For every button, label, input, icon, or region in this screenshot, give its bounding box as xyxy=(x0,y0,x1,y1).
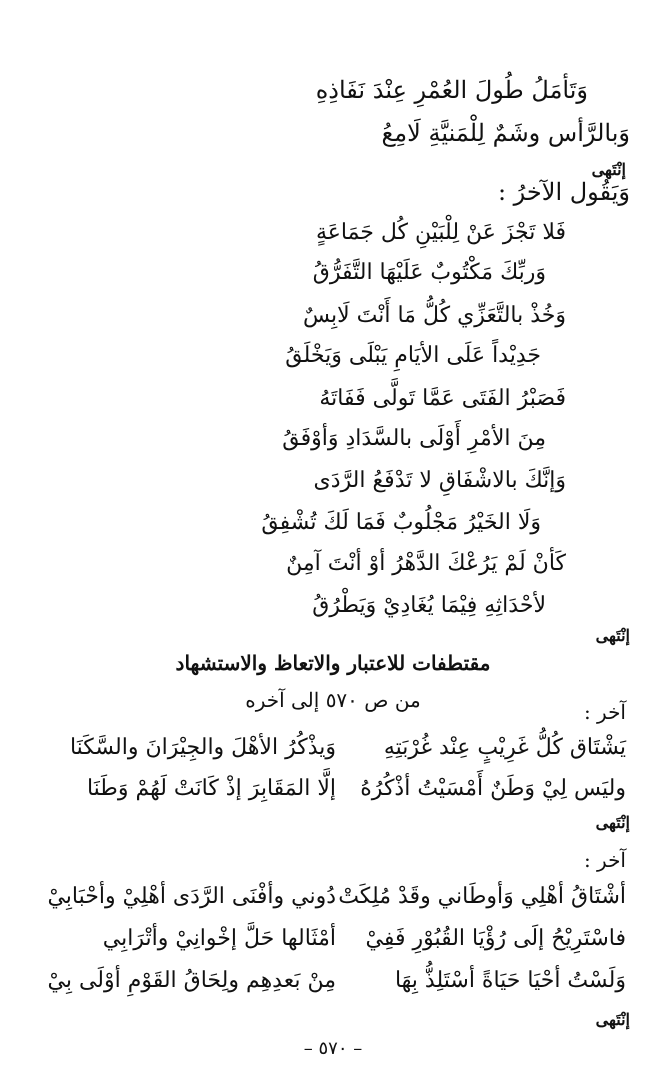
verse-first-half: أشْتَاقُ أهْلِي وَأوطَاني وقَدْ مُلِكَتْ xyxy=(338,884,626,909)
section-label: آخر : xyxy=(583,700,626,724)
verse-first-half: فاسْتَرِيْحُ إلَى رُؤْيَا القُبُوْرِ فَفِيْ xyxy=(365,926,626,951)
section-label: آخر : xyxy=(583,848,626,872)
poem-line: جَدِيْداً عَلَى الأيَامِ يَبْلَى وَيَخْلَقُ xyxy=(285,343,541,368)
end-marker: إنْتَهى xyxy=(591,160,626,179)
end-marker: إنْتَهى xyxy=(595,626,630,645)
poem-line: لأحْدَاثِهِ فِيْمَا يُغَادِيْ وَيَطْرُقُ xyxy=(312,593,546,618)
poem-line: وَلَا الخَيْرُ مَجْلُوبٌ فَمَا لَكَ تُشْفِقُ xyxy=(261,510,541,535)
poem-line: وَإنَّكَ بالاشْفَاقِ لا تَدْفَعُ الرَّدَى xyxy=(313,468,566,493)
poem-line: وَبالرَّأس وشَمٌ لِلْمَنيَّةِ لَامِعُ xyxy=(381,119,630,147)
verse-second-half: أمْثَالها حَلَّ إخْوانِيْ وأتْرَابِي xyxy=(102,926,336,951)
end-marker: إنْتَهى xyxy=(595,813,630,832)
poem-line: وَخُذْ بالتَّعَزِّي كُلُّ مَا أَنْتَ لَابِسٌ xyxy=(302,303,566,328)
verse-first-half: وَلَسْتُ أحْيَا حَيَاةً أسْتَلِذُّ بِهَا xyxy=(394,968,626,993)
poem-line: فَصَبْرُ الفَتَى عَمَّا تَولَّى فَفَاتَهُ xyxy=(319,386,566,411)
verse-first-half: يَشْتَاق كُلُّ غَرِيْبٍ عِنْد غُرْبَتِهِ xyxy=(383,735,626,760)
verse-first-half: وليَس لِيْ وَطَنٌ أَمْسَيْتُ أذْكُرُهُ xyxy=(360,776,626,801)
poem-line: فَلا تَجْزَ عَنْ لِلْبَيْنِ كُل جَمَاعَةٍ xyxy=(315,220,566,245)
poem-line: مِنَ الأمْرِ أَوْلَى بالسَّدَادِ وَأوْفَقُ xyxy=(282,426,546,451)
verse-second-half: إلَّا المَقَابِرَ إذْ كَانَتْ لَهُمْ وَطَنَا xyxy=(86,776,336,801)
end-marker: إنْتَهى xyxy=(595,1010,630,1029)
page-number: – ٥٧٠ – xyxy=(303,1038,363,1059)
source-reference: من ص ٥٧٠ إلى آخره xyxy=(245,688,421,712)
verse-second-half: مِنْ بَعدِهِم ولِحَاقُ القَوْمِ أوْلَى بِيْ xyxy=(47,968,336,993)
poem-line: وَربِّكَ مَكْتُوبٌ عَلَيْهَا التَّفَرُّقُ xyxy=(312,260,546,285)
poem-line: وَتَأمَلُ طُولَ العُمْرِ عِنْدَ نَفَاذِهِ xyxy=(315,76,588,104)
section-heading: مقتطفات للاعتبار والاتعاظ والاستشهاد xyxy=(175,651,491,675)
poem-intro: وَيَقُول الآخرُ : xyxy=(497,178,630,206)
poem-line: كَأنْ لَمْ يَرُعْكَ الدَّهْرُ أوْ أنْتَ آمِنٌ xyxy=(286,551,566,576)
verse-second-half: وَيذْكُرُ الأهْلَ والجِيْرَانَ والسَّكَنَا xyxy=(69,735,336,760)
verse-second-half: دُوني وأفْنَى الرَّدَى أهْلِيْ وأحْبَابِيْ xyxy=(47,884,336,909)
